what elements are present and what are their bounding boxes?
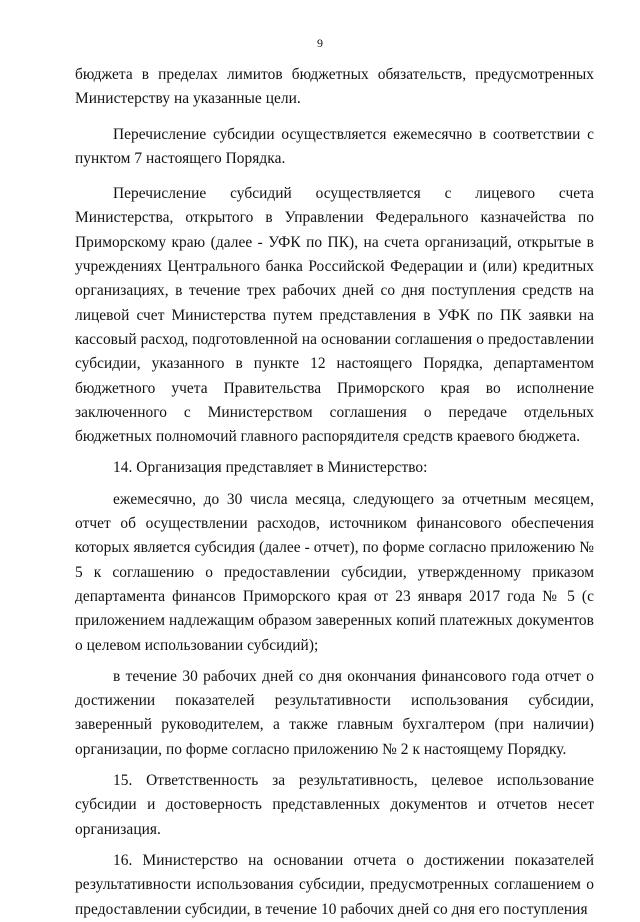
page-number: 9: [317, 36, 323, 50]
paragraph-annual-report: в течение 30 рабочих дней со дня окончания финансового года отчет о достижении показателей результативности использования субсидии, заверенный руководителем, а также главным бухгалтером (при наличии) организации, по форме согласно приложению № 2 к настоящему Порядку.: [75, 667, 594, 758]
paragraph-monthly-transfer: Перечисление субсидии осуществляется ежемесячно в соответствии с пунктом 7 настоящего Порядка.: [75, 125, 594, 167]
paragraph-clause-15: 15. Ответственность за результативность, целевое использование субсидии и достоверность представленных документов и отчетов несет организация.: [75, 772, 594, 838]
paragraph-budget-limits: бюджета в пределах лимитов бюджетных обязательств, предусмотренных Министерству на указанные цели.: [75, 66, 594, 108]
paragraph-transfer-procedure: Перечисление субсидий осуществляется с лицевого счета Министерства, открытого в Управлении Федерального казначейства по Приморскому краю (далее - УФК по ПК), на счета организаций, открытые в учреждениях Центрального банка Российской Федерации и (или) кредитных организациях, в течение трех рабочих дней со дня поступления средств на лицевой счет Министерства путем представления в УФК по ПК заявки на кассовый расход, подготовленной на основании соглашения о предоставлении субсидии, указанного в пункте 12 настоящего Порядка, департаментом бюджетного учета Правительства Приморского края во исполнение заключенного с Министерством соглашения о передаче отдельных бюджетных полномочий главного распорядителя средств краевого бюджета.: [75, 185, 594, 446]
paragraph-clause-16: 16. Министерство на основании отчета о достижении показателей результативности использования субсидии, предусмотренных соглашением о предоставлении субсидии, в течение 10 рабочих дней со дня его поступления: [75, 851, 594, 918]
document-body: [75, 63, 594, 922]
paragraph-monthly-report: ежемесячно, до 30 числа месяца, следующего за отчетным месяцем, отчет об осуществлении расходов, источником финансового обеспечения которых является субсидия (далее - отчет), по форме согласно приложению № 5 к соглашению о предоставлении субсидии, утвержденному приказом департамента финансов Приморского края от 23 января 2017 года № 5 (с приложением надлежащим образом заверенных копий платежных документов о целевом использовании субсидий);: [75, 490, 594, 654]
paragraph-clause-14: 14. Организация представляет в Министерство:: [113, 459, 428, 477]
